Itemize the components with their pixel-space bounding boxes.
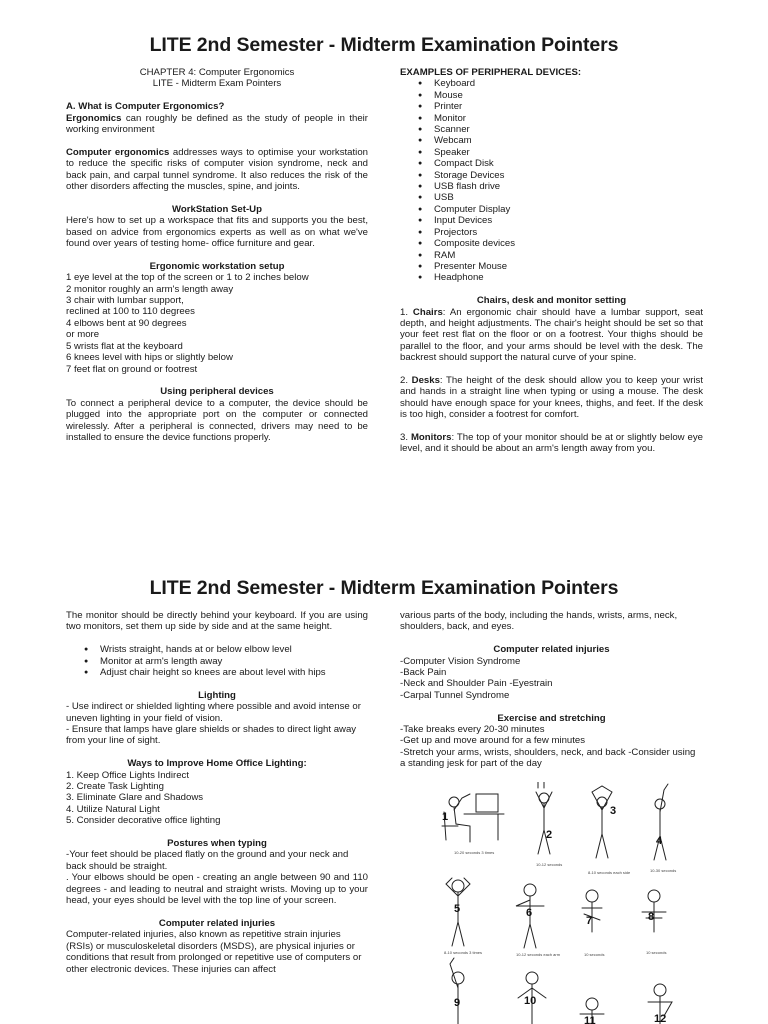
injuries-list	[400, 656, 703, 702]
list-item: 1. Keep Office Lights Indirect	[66, 769, 190, 781]
stretch-figure-1	[442, 794, 504, 842]
list-item: ● Input Devices	[434, 215, 703, 226]
setup-line: 6 knees level with hips or slightly below	[66, 352, 233, 364]
right-column	[400, 67, 703, 455]
figure-caption: 10-20 seconds 3 times	[454, 850, 495, 855]
peripheral-text: To connect a peripheral device to a computer, the device should be plugged into the appropriate port on the computer or connected wirelessly. After a peripheral is connected, drivers may need to be installed to ensure the device functions properly.	[66, 397, 368, 443]
chapter-subtitle: LITE - Midterm Exam Pointers	[152, 78, 282, 90]
list-item: -Get up and move around for a few minutes	[400, 735, 586, 747]
list-item: ● Wrists straight, hands at or below elbow level	[100, 644, 368, 655]
ergonomics-definition: Ergonomics can roughly be defined as the study of people in their working environment	[66, 112, 368, 136]
list-item: ● Keyboard	[434, 78, 703, 89]
exercise-list	[400, 724, 703, 770]
stretching-illustration	[432, 782, 694, 1024]
setup-line: 4 elbows bent at 90 degrees	[66, 317, 187, 329]
lighting-heading: Lighting	[198, 689, 236, 701]
list-item: -Carpal Tunnel Syndrome	[400, 689, 510, 701]
list-item: 3. Eliminate Glare and Shadows	[66, 792, 204, 804]
examples-heading: EXAMPLES OF PERIPHERAL DEVICES:	[400, 67, 582, 78]
workstation-text: Here's how to set up a workspace that fits and supports you the best, based on advice from ergonomics experts as well as on what we've found over years of testing home- office furniture and gear.	[66, 215, 368, 250]
setup-line: 1 eye level at the top of the screen or 1 to 2 inches below	[66, 272, 309, 284]
figure-label: 5	[454, 903, 461, 915]
right-column	[400, 610, 703, 770]
left-column	[66, 610, 368, 975]
improve-lighting-list	[66, 770, 368, 827]
postures-line: -Your feet should be placed flatly on the ground and your neck and back should be straight.	[66, 849, 349, 872]
list-item: ● Headphone	[434, 272, 703, 283]
left-column	[66, 67, 368, 443]
list-item: ● USB	[434, 192, 703, 203]
posture-bullets	[66, 644, 368, 678]
figure-label: 12	[654, 1013, 667, 1024]
list-item: -Stretch your arms, wrists, shoulders, neck, and back -Consider using a standing jesk for part of the day	[400, 746, 696, 770]
figure-caption: 10-30 seconds	[650, 868, 677, 873]
page-title: LITE 2nd Semester - Midterm Examination Pointers	[149, 577, 619, 599]
stretch-figure-9	[450, 958, 464, 1024]
figure-label: 8	[648, 911, 655, 923]
list-item: ● Mouse	[434, 90, 703, 101]
list-item: ● Webcam	[434, 135, 703, 146]
injuries-list-heading: Computer related injuries	[493, 644, 610, 656]
workstation-heading: WorkStation Set-Up	[172, 203, 262, 215]
list-item: -Computer Vision Syndrome	[400, 655, 521, 667]
list-item: ● Presenter Mouse	[434, 261, 703, 272]
list-item: -Neck and Shoulder Pain -Eyestrain	[400, 678, 553, 690]
figure-label: 10	[524, 995, 537, 1007]
list-item: 2. Create Task Lighting	[66, 781, 164, 793]
figure-caption: 10 seconds	[646, 950, 667, 955]
monitor-text: The monitor should be directly behind your keyboard. If you are using two monitors, set them up side by side and at the same height.	[66, 610, 368, 633]
list-item: ● Compact Disk	[434, 158, 703, 169]
peripheral-heading: Using peripheral devices	[160, 386, 274, 398]
continued-text: various parts of the body, including the hands, wrists, arms, neck, shoulders, back, and eyes.	[400, 610, 678, 633]
figure-label: 9	[454, 997, 461, 1009]
figure-label: 3	[610, 805, 617, 817]
list-item: ● Composite devices	[434, 238, 703, 249]
lighting-line: - Use indirect or shielded lighting where possible and avoid intense or uneven lighting in your field of vision.	[66, 701, 361, 724]
setup-line: 5 wrists flat at the keyboard	[66, 340, 183, 352]
stretch-figure-2	[536, 782, 552, 854]
list-item: 4. Utilize Natural Light	[66, 803, 160, 815]
page-title: LITE 2nd Semester - Midterm Examination Pointers	[149, 34, 619, 56]
monitors-paragraph: 3. Monitors: The top of your monitor should be at or slightly below eye level, and it should be about an arm's length away from you.	[400, 431, 703, 455]
list-item: ● Printer	[434, 101, 703, 112]
figure-label: 1	[442, 811, 449, 823]
list-item: ● Scanner	[434, 124, 703, 135]
figure-label: 2	[546, 829, 553, 841]
figure-captions	[444, 850, 676, 957]
figure-label: 6	[526, 907, 533, 919]
list-item: ● Computer Display	[434, 204, 703, 215]
list-item: ● Projectors	[434, 227, 703, 238]
list-item: ● Storage Devices	[434, 170, 703, 181]
lighting-line: - Ensure that lamps have glare shields or shades to direct light away from your line of sight.	[66, 724, 357, 747]
list-item: ● Monitor	[434, 113, 703, 124]
section-a-heading: A. What is Computer Ergonomics?	[66, 101, 225, 113]
setup-list	[66, 272, 368, 375]
setup-heading: Ergonomic workstation setup	[149, 260, 285, 272]
figure-label: 11	[584, 1015, 596, 1024]
postures-heading: Postures when typing	[167, 838, 267, 850]
figure-number-labels	[442, 805, 666, 1024]
figure-caption: 10-12 seconds	[536, 862, 563, 867]
setup-line: 7 feet flat on ground or footrest	[66, 363, 198, 375]
device-list	[400, 78, 703, 283]
list-item: ● Adjust chair height so knees are about level with hips	[100, 667, 368, 678]
list-item: -Back Pain	[400, 667, 447, 679]
injuries-heading: Computer related injuries	[158, 917, 276, 929]
figure-caption: 8-10 seconds each side	[588, 870, 631, 875]
exercise-heading: Exercise and stretching	[497, 712, 606, 724]
chairs-paragraph: 1. Chairs: An ergonomic chair should have a lumbar support, seat depth, and height adjustments. The chair's height should be set so that your feet rest flat on the floor or on a footrest. Your thighs should be parallel to the floor, and your arms should be level with the desk. The backrest should support the natural curve of your spine.	[400, 306, 703, 364]
postures-line: . Your elbows should be open - creating an angle between 90 and 110 degrees - and leading to neutral and straight wrists. Moving up to your head, your eyes should be level with the top line of your screen.	[66, 872, 368, 907]
setup-line: or more	[66, 329, 100, 341]
list-item: -Take breaks every 20-30 minutes	[400, 724, 545, 736]
injuries-text: Computer-related injuries, also known as repetitive strain injuries (RSIs) or musculoskeletal disorders (MSDS), are physical injuries or conditions that result from prolonged or repetitive use of computers or other electronic devices. These injuries can affect	[66, 929, 362, 975]
stretch-figure-4	[654, 784, 668, 860]
desks-paragraph: 2. Desks: The height of the desk should allow you to keep your wrist and hands in a straight line when typing or using a mouse. The desk should have enough space for your knees, thighs, and feet. If the desk is too high, consider a footrest for comfort.	[400, 374, 703, 421]
list-item: ● Speaker	[434, 147, 703, 158]
figure-label: 7	[586, 915, 593, 927]
improve-lighting-heading: Ways to Improve Home Office Lighting:	[127, 758, 307, 770]
list-item: ● Monitor at arm's length away	[100, 656, 368, 667]
figure-label: 4	[656, 835, 663, 847]
figure-caption: 10 seconds	[584, 952, 605, 957]
chapter-heading: CHAPTER 4: Computer Ergonomics	[139, 67, 295, 78]
list-item: ● RAM	[434, 250, 703, 261]
setup-line: 3 chair with lumbar support,	[66, 295, 184, 307]
figure-caption: 10-12 seconds each arm	[516, 952, 561, 957]
list-item: 5. Consider decorative office lighting	[66, 815, 221, 827]
setup-line: 2 monitor roughly an arm's length away	[66, 283, 234, 295]
computer-ergonomics-definition: Computer ergonomics addresses ways to optimise your workstation to reduce the specific risks of computer vision syndrome, neck and back pain, and carpal tunnel syndrome. It also reduces the risk of the other disorders affecting the muscles, spine, and joints.	[66, 146, 368, 193]
chairs-heading: Chairs, desk and monitor setting	[476, 295, 627, 307]
list-item: ● USB flash drive	[434, 181, 703, 192]
figure-caption: 8-10 seconds 3 times	[444, 950, 483, 955]
setup-line: reclined at 100 to 110 degrees	[66, 306, 195, 318]
stretch-figure-3	[592, 786, 612, 858]
